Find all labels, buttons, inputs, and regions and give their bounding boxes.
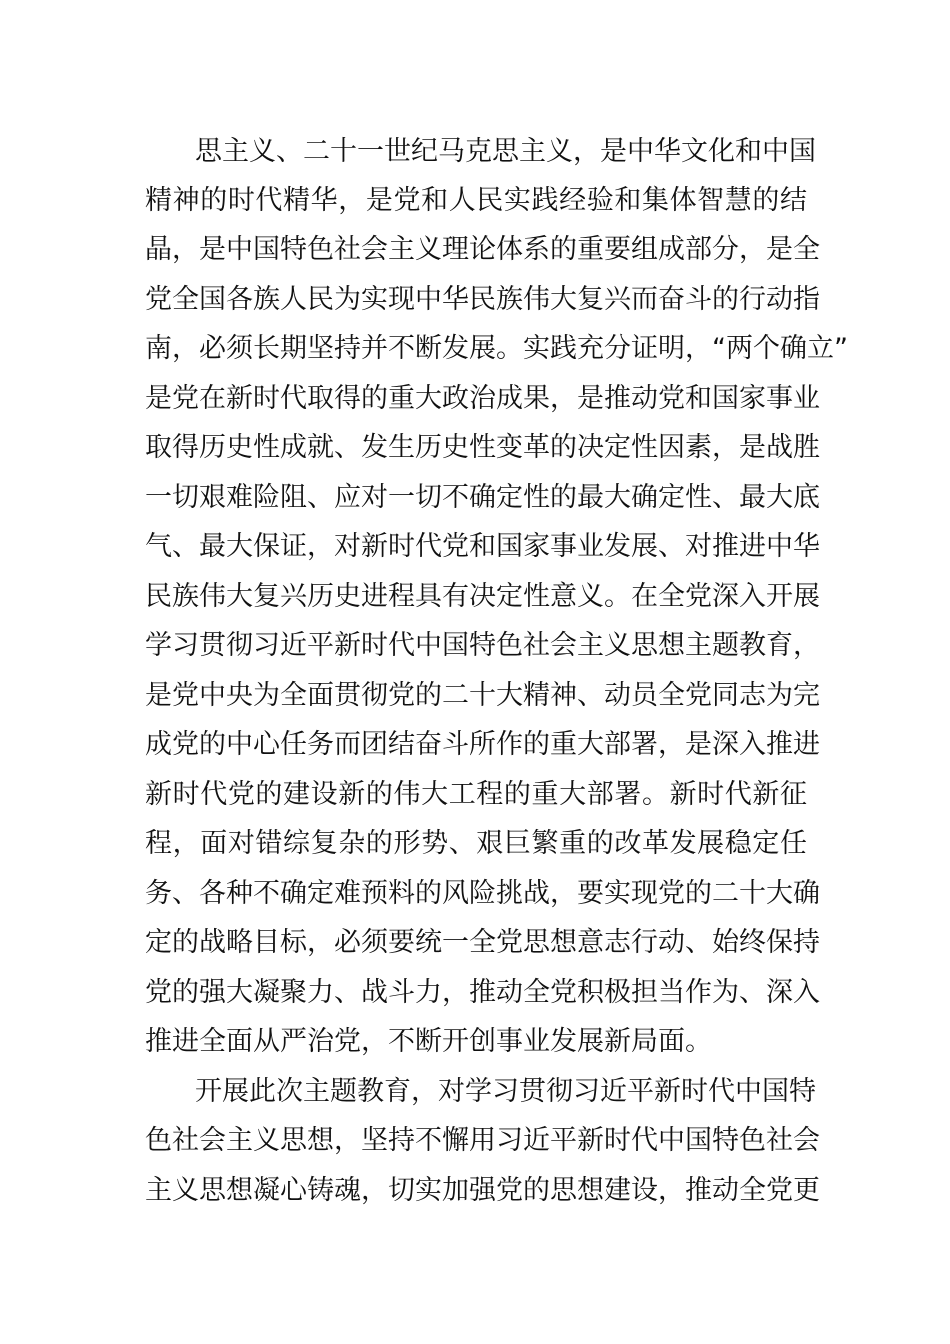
text-line: 色社会主义思想，坚持不懈用习近平新时代中国特色社会 (145, 1125, 820, 1156)
text-line: 主义思想凝心铸魂，切实加强党的思想建设，推动全党更 (145, 1175, 820, 1206)
text-line: 取得历史性成就、发生历史性变革的决定性因素，是战胜 (145, 432, 820, 463)
text-line: 开展此次主题教育，对学习贯彻习近平新时代中国特 (195, 1076, 816, 1107)
text-line: 民族伟大复兴历史进程具有决定性意义。在全党深入开展 (145, 581, 820, 612)
text-line: 程，面对错综复杂的形势、艰巨繁重的改革发展稳定任 (145, 828, 807, 859)
text-line: 晶，是中国特色社会主义理论体系的重要组成部分，是全 (145, 234, 820, 265)
text-line: 务、各种不确定难预料的风险挑战，要实现党的二十大确 (145, 878, 820, 909)
text-line: 思主义、二十一世纪马克思主义，是中华文化和中国 (195, 136, 816, 167)
text-line: 南，必须长期坚持并不断发展。实践充分证明，“两个确立” (145, 333, 848, 364)
text-line: 是党中央为全面贯彻党的二十大精神、动员全党同志为完 (145, 680, 820, 711)
text-line: 党全国各族人民为实现中华民族伟大复兴而奋斗的行动指 (145, 284, 820, 315)
text-line: 气、最大保证，对新时代党和国家事业发展、对推进中华 (145, 531, 820, 562)
text-line: 是党在新时代取得的重大政治成果，是推动党和国家事业 (145, 383, 820, 414)
text-line: 精神的时代精华，是党和人民实践经验和集体智慧的结 (145, 185, 807, 216)
text-line: 新时代党的建设新的伟大工程的重大部署。新时代新征 (145, 779, 807, 810)
text-line: 一切艰难险阻、应对一切不确定性的最大确定性、最大底 (145, 482, 820, 513)
text-line: 定的战略目标，必须要统一全党思想意志行动、始终保持 (145, 927, 820, 958)
text-line: 党的强大凝聚力、战斗力，推动全党积极担当作为、深入 (145, 977, 820, 1008)
text-line: 推进全面从严治党，不断开创事业发展新局面。 (145, 1026, 712, 1057)
text-line: 学习贯彻习近平新时代中国特色社会主义思想主题教育， (145, 630, 820, 661)
text-line: 成党的中心任务而团结奋斗所作的重大部署，是深入推进 (145, 729, 820, 760)
